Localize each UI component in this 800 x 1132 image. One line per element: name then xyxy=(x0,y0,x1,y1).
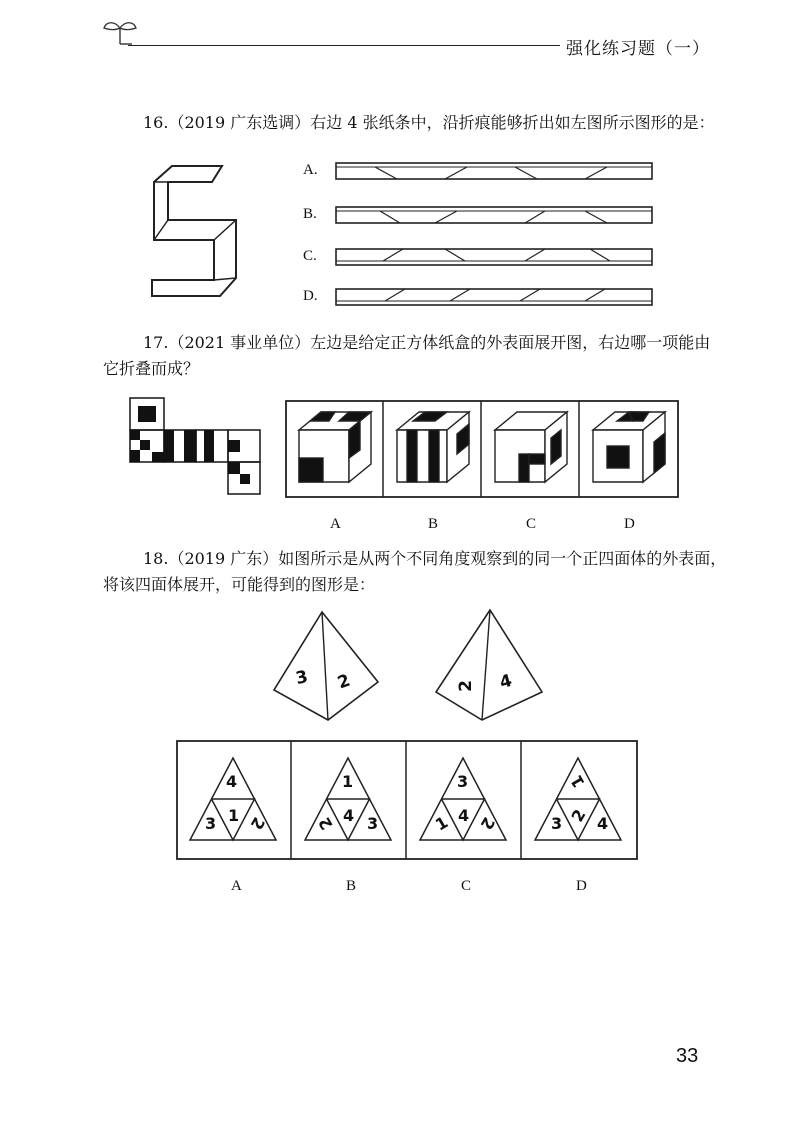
q18-view2-face-right: 4 xyxy=(497,670,515,694)
q17-cube-d xyxy=(593,412,665,482)
q18-options-panel xyxy=(176,740,638,860)
q18-c-top: 3 xyxy=(457,772,469,791)
q18-label-d: D xyxy=(576,878,587,894)
q16-strip-b xyxy=(335,206,653,224)
q16-strip-a xyxy=(335,162,653,180)
q18-d-left: 3 xyxy=(551,814,563,833)
q18-tetra-view-1 xyxy=(272,610,382,722)
q18-label-a: A xyxy=(231,878,242,894)
q18-label-c: C xyxy=(461,878,472,894)
q16-option-a-label: A. xyxy=(303,162,318,178)
q18-d-top: 1 xyxy=(566,771,589,792)
q17-label-d: D xyxy=(624,516,635,532)
q17-label-b: B xyxy=(428,516,439,532)
header-rule xyxy=(128,45,560,46)
q18-d-center: 2 xyxy=(567,805,590,826)
q18-a-right: 2 xyxy=(246,813,269,834)
q17-cube-b xyxy=(397,412,469,482)
q18-c-right: 2 xyxy=(476,813,499,834)
q18-d-right: 4 xyxy=(597,814,609,833)
q18-view2-face-left: 2 xyxy=(455,680,476,692)
q18-c-left: 1 xyxy=(431,812,452,835)
q16-text: 16.（2019 广东选调）右边 4 张纸条中，沿折痕能够折出如左图所示图形的是： xyxy=(143,113,715,132)
q17-text-line1: 17.（2021 事业单位）左边是给定正方体纸盒的外表面展开图，右边哪一项能由 xyxy=(143,333,711,352)
q17-label-c: C xyxy=(526,516,537,532)
q16-strip-d xyxy=(335,288,653,306)
q17-label-a: A xyxy=(330,516,341,532)
q18-a-center: 1 xyxy=(228,806,240,825)
q17-cube-c xyxy=(495,412,567,482)
q18-a-left: 3 xyxy=(205,814,217,833)
q18-view1-face-left: 3 xyxy=(294,666,310,690)
q16-option-c-label: C. xyxy=(303,248,317,264)
q18-view1-face-right: 2 xyxy=(334,670,353,694)
sprout-icon xyxy=(100,16,140,46)
q16-option-b-label: B. xyxy=(303,206,317,222)
header-title: 强化练习题（一） xyxy=(566,39,710,59)
q18-text-line2: 将该四面体展开，可能得到的图形是： xyxy=(103,575,376,594)
q16-option-d-label: D. xyxy=(303,288,318,304)
q18-b-right: 3 xyxy=(367,814,379,833)
q18-label-b: B xyxy=(346,878,357,894)
q18-c-center: 4 xyxy=(458,806,470,825)
q17-cube-net xyxy=(128,396,264,496)
q18-b-left: 2 xyxy=(314,813,337,834)
q17-options-panel xyxy=(285,400,679,498)
q18-a-top: 4 xyxy=(226,772,238,791)
q17-cube-a xyxy=(299,412,371,482)
q18-tetra-view-2 xyxy=(434,608,546,722)
q18-b-center: 4 xyxy=(343,806,355,825)
page-number: 33 xyxy=(676,1045,699,1067)
q17-text-line2: 它折叠而成？ xyxy=(103,359,200,378)
q16-strip-c xyxy=(335,248,653,266)
q18-b-top: 1 xyxy=(342,772,354,791)
q16-s-shape-figure xyxy=(150,162,250,302)
q18-text-line1: 18.（2019 广东）如图所示是从两个不同角度观察到的同一个正四面体的外表面， xyxy=(143,549,727,568)
